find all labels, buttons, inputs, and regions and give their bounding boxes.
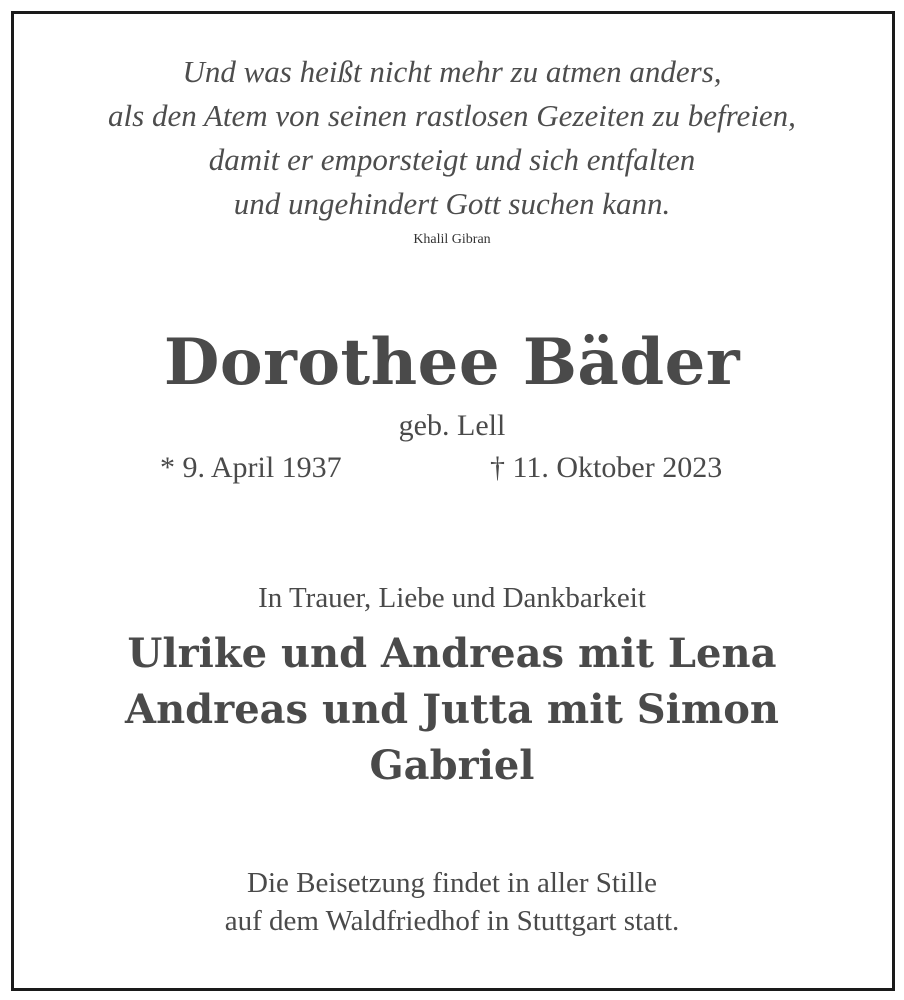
mourner-line: Ulrike und Andreas mit Lena	[127, 630, 777, 677]
mourner-line: Andreas und Jutta mit Simon	[125, 686, 779, 733]
quote-line: damit er emporsteigt und sich entfalten	[208, 142, 696, 177]
born-name: geb. Lell	[398, 409, 506, 442]
death-date: † 11. Oktober 2023	[490, 451, 723, 484]
mourning-intro: In Trauer, Liebe und Dankbarkeit	[258, 582, 646, 614]
quote-line: Und was heißt nicht mehr zu atmen anders,	[182, 54, 722, 89]
quote-line: als den Atem von seinen rastlosen Gezeiten zu befreien,	[108, 98, 796, 133]
quote-author: Khalil Gibran	[413, 232, 491, 247]
notice-line: Die Beisetzung findet in aller Stille	[247, 867, 657, 899]
mourner-line: Gabriel	[369, 742, 535, 789]
mourners-list	[0, 626, 904, 794]
burial-notice	[0, 864, 904, 940]
birth-date: * 9. April 1937	[160, 451, 342, 484]
notice-line: auf dem Waldfriedhof in Stuttgart statt.	[224, 905, 680, 937]
quote-block	[0, 50, 904, 226]
quote-line: und ungehindert Gott suchen kann.	[233, 186, 671, 221]
deceased-name: Dorothee Bäder	[163, 325, 741, 400]
